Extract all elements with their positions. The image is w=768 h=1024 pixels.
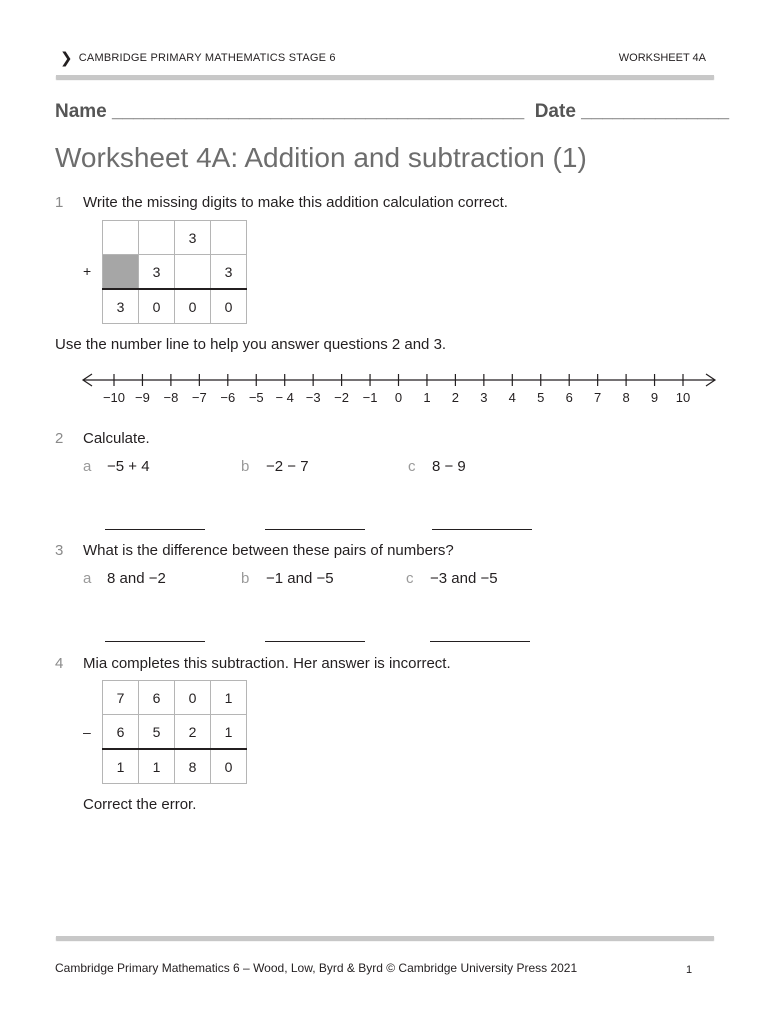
grid-cell: 1 xyxy=(103,749,139,784)
number-line-label: −1 xyxy=(362,390,378,405)
part-expression: −3 and −5 xyxy=(430,570,498,587)
running-header xyxy=(60,49,336,67)
number-line-label: 0 xyxy=(394,390,403,405)
page-title: Worksheet 4A: Addition and subtraction (1) xyxy=(55,142,587,173)
part-expression: −5 + 4 xyxy=(107,458,150,475)
number-line-label: 7 xyxy=(594,390,602,405)
grid-cell: 1 xyxy=(211,715,247,750)
grid-cell: 3 xyxy=(211,255,247,290)
part-letter: c xyxy=(408,458,416,475)
grid-cell: 7 xyxy=(103,681,139,715)
number-line-label: −6 xyxy=(220,390,236,405)
grid-cell: 0 xyxy=(211,289,247,324)
worksheet-code: WORKSHEET 4A xyxy=(618,52,706,64)
number-line-label: 10 xyxy=(675,390,691,405)
part-letter: c xyxy=(406,570,414,587)
question-number: 1 xyxy=(55,194,64,211)
part-letter: a xyxy=(83,570,92,587)
number-line-label: − 4 xyxy=(275,390,294,405)
answer-line[interactable] xyxy=(265,529,365,530)
question-text: Calculate. xyxy=(83,430,150,447)
grid-cell: 2 xyxy=(175,715,211,750)
number-line-label: 6 xyxy=(565,390,573,405)
chevron-right-icon: ❯ xyxy=(60,49,73,67)
number-line-label: −7 xyxy=(191,390,207,405)
number-line-instruction: Use the number line to help you answer questions 2 and 3. xyxy=(55,336,447,353)
addition-grid xyxy=(102,220,247,324)
grid-cell[interactable] xyxy=(103,221,139,255)
part-letter: b xyxy=(241,570,250,587)
subtraction-grid xyxy=(102,680,247,784)
number-line-label: −10 xyxy=(102,390,126,405)
grid-cell: 8 xyxy=(175,749,211,784)
answer-line[interactable] xyxy=(265,641,365,642)
number-line-label: 5 xyxy=(537,390,545,405)
part-expression: 8 − 9 xyxy=(432,458,466,475)
grid-cell: 3 xyxy=(175,221,211,255)
number-line-label: −9 xyxy=(135,390,150,405)
question-number: 4 xyxy=(55,655,64,672)
part-expression: 8 and −2 xyxy=(107,570,166,587)
answer-line[interactable] xyxy=(430,641,530,642)
date-label: Date xyxy=(534,101,576,122)
part-expression: −1 and −5 xyxy=(266,570,334,587)
header-divider xyxy=(56,75,714,79)
answer-line[interactable] xyxy=(105,529,205,530)
number-line-label: 9 xyxy=(650,390,659,405)
number-line-label: 3 xyxy=(480,390,488,405)
grid-cell[interactable] xyxy=(139,221,175,255)
number-line-label: 4 xyxy=(508,390,516,405)
answer-line[interactable] xyxy=(105,641,205,642)
plus-operator: + xyxy=(83,263,92,279)
grid-cell: 3 xyxy=(103,289,139,324)
grid-cell: 1 xyxy=(139,749,175,784)
question-text: What is the difference between these pairs of numbers? xyxy=(83,542,454,559)
question-text: Mia completes this subtraction. Her answer is incorrect. xyxy=(83,655,451,672)
date-blank: ______________ xyxy=(581,101,730,122)
number-line-label: 8 xyxy=(622,390,630,405)
grid-cell: 0 xyxy=(175,681,211,715)
number-line-label: 2 xyxy=(451,390,460,405)
grid-cell: 1 xyxy=(211,681,247,715)
number-line-label: 1 xyxy=(423,390,431,405)
grid-cell: 0 xyxy=(211,749,247,784)
number-line-label: −5 xyxy=(248,390,264,405)
part-expression: −2 − 7 xyxy=(266,458,309,475)
grid-cell-shaded xyxy=(103,255,139,290)
grid-cell: 0 xyxy=(139,289,175,324)
grid-cell[interactable] xyxy=(211,221,247,255)
question-number: 3 xyxy=(55,542,64,559)
answer-line[interactable] xyxy=(432,529,532,530)
footer-divider xyxy=(56,936,714,940)
number-line-label: −3 xyxy=(305,390,321,405)
name-label: Name xyxy=(55,101,107,122)
followup-instruction: Correct the error. xyxy=(83,796,197,813)
grid-cell[interactable] xyxy=(175,255,211,290)
name-blank: _______________________________________ xyxy=(112,101,525,122)
page-number: 1 xyxy=(686,964,693,976)
number-line-label: −2 xyxy=(334,390,350,405)
grid-cell: 5 xyxy=(139,715,175,750)
grid-cell: 0 xyxy=(175,289,211,324)
header-title: CAMBRIDGE PRIMARY MATHEMATICS STAGE 6 xyxy=(78,52,336,64)
question-text: Write the missing digits to make this addition calculation correct. xyxy=(83,194,508,211)
grid-cell: 6 xyxy=(139,681,175,715)
footer-copyright: Cambridge Primary Mathematics 6 – Wood, Low, Byrd & Byrd © Cambridge University Press 2021 xyxy=(55,961,578,975)
part-letter: a xyxy=(83,458,92,475)
part-letter: b xyxy=(241,458,250,475)
question-number: 2 xyxy=(55,430,64,447)
number-line xyxy=(76,368,722,410)
name-date-row xyxy=(55,101,729,123)
grid-cell: 3 xyxy=(139,255,175,290)
number-line-label: −8 xyxy=(163,390,179,405)
minus-operator: – xyxy=(83,724,91,740)
grid-cell: 6 xyxy=(103,715,139,750)
